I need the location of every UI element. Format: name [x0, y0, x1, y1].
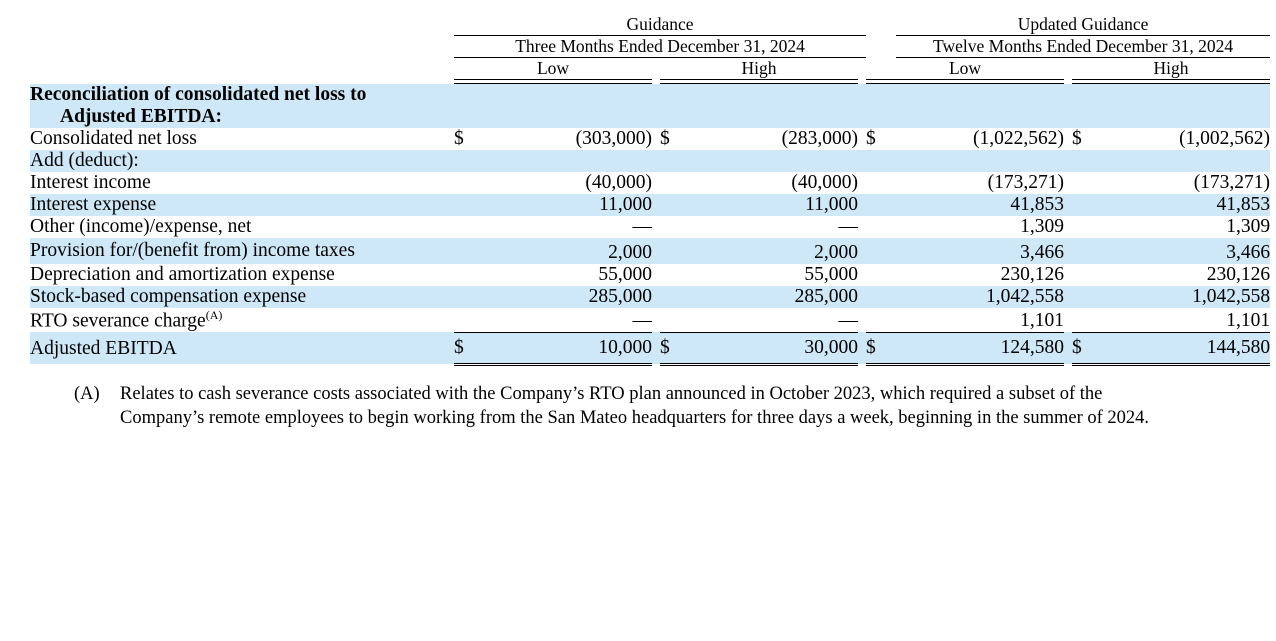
footnote-reference-mark: (A) [205, 307, 223, 322]
table-header-period-row [30, 36, 1270, 58]
currency-symbol: $ [1072, 332, 1102, 364]
value-low-twelve-months: 230,126 [1000, 263, 1065, 285]
value-high-twelve-months: 1,042,558 [1102, 286, 1270, 308]
value-high-three-months: 285,000 [690, 286, 858, 308]
value-high-three-months: (283,000) [781, 127, 858, 149]
total-low-twelve-months: 124,580 [896, 332, 1064, 364]
currency-symbol: $ [866, 332, 896, 364]
value-low-three-months: 285,000 [484, 286, 652, 308]
value-high-twelve-months: (1,002,562) [1179, 127, 1271, 149]
row-label-stock-based-compensation: Stock-based compensation expense [30, 286, 454, 308]
table-row [30, 286, 1270, 308]
value-high-twelve-months: 41,853 [1102, 194, 1270, 216]
value-low-twelve-months: 1,309 [1020, 215, 1065, 237]
total-high-twelve-months: 144,580 [1102, 332, 1270, 364]
value-low-three-months: 55,000 [598, 263, 652, 285]
row-label-interest-income: Interest income [30, 171, 151, 193]
header-high-1: High [660, 58, 858, 80]
table-row [30, 238, 1270, 264]
section-title-blank-2 [454, 106, 1270, 128]
table-row [30, 106, 1270, 128]
value-low-twelve-months: 3,466 [896, 238, 1064, 264]
header-twelve-months-period: Twelve Months Ended December 31, 2024 [896, 36, 1270, 58]
value-low-three-months: — [632, 309, 652, 331]
header-gap-2 [866, 36, 896, 58]
row-label-add-deduct: Add (deduct): [30, 150, 454, 172]
table-row [30, 150, 1270, 172]
table-row [30, 216, 1270, 238]
header-spacer-3 [30, 58, 454, 80]
table-row [30, 308, 1270, 333]
header-low-2: Low [866, 58, 1064, 80]
value-low-three-months: — [632, 215, 652, 237]
row-label-consolidated-net-loss: Consolidated net loss [30, 127, 197, 149]
section-title-line-2: Adjusted EBITDA: [30, 106, 454, 128]
row-label-rto-severance-charge [30, 308, 454, 333]
table-row [30, 84, 1270, 106]
footnote-mark: (A) [74, 383, 100, 404]
currency-symbol: $ [660, 332, 690, 364]
value-high-twelve-months: 3,466 [1102, 238, 1270, 264]
header-updated-guidance: Updated Guidance [896, 14, 1270, 36]
table-row [30, 194, 1270, 216]
value-high-twelve-months: 230,126 [1206, 263, 1271, 285]
row-label-interest-expense: Interest expense [30, 194, 454, 216]
table-row-total [30, 332, 1270, 364]
row-label-text: RTO severance charge [30, 310, 206, 332]
value-high-three-months: 55,000 [804, 263, 858, 285]
value-high-twelve-months: 1,309 [1226, 215, 1271, 237]
value-high-three-months: — [838, 215, 858, 237]
header-guidance: Guidance [454, 14, 866, 36]
value-high-three-months: 11,000 [690, 194, 858, 216]
value-low-twelve-months: (1,022,562) [973, 127, 1065, 149]
header-high-2: High [1072, 58, 1270, 80]
value-high-twelve-months: (173,271) [1193, 171, 1271, 193]
value-low-three-months: (303,000) [575, 127, 652, 149]
value-low-twelve-months: 41,853 [896, 194, 1064, 216]
header-low-1: Low [454, 58, 652, 80]
row-label-provision-income-taxes: Provision for/(benefit from) income taxes [30, 238, 454, 264]
currency-symbol: $ [660, 127, 670, 149]
value-high-three-months: 2,000 [690, 238, 858, 264]
total-low-three-months: 10,000 [484, 332, 652, 364]
table-row [30, 128, 1270, 150]
currency-symbol: $ [866, 127, 876, 149]
table-row [30, 172, 1270, 194]
row-label-depreciation-amortization: Depreciation and amortization expense [30, 263, 335, 285]
value-low-twelve-months: 1,101 [1020, 309, 1065, 331]
value-low-twelve-months: (173,271) [987, 171, 1065, 193]
value-high-three-months: — [838, 309, 858, 331]
total-high-three-months: 30,000 [690, 332, 858, 364]
value-high-twelve-months: 1,101 [1226, 309, 1271, 331]
table-header-lowhigh-row [30, 58, 1270, 80]
footnote-text: Relates to cash severance costs associated with the Company’s RTO plan announced in October 2023, which required a subset of the Company’s remote employees to begin working from the San Mateo headquarters for three days a week, beginning in the summer of 2024. [120, 383, 1150, 429]
header-three-months-period: Three Months Ended December 31, 2024 [454, 36, 866, 58]
row-blank [454, 150, 1270, 172]
header-gap [866, 14, 896, 36]
section-title-line-1: Reconciliation of consolidated net loss to [30, 84, 454, 106]
header-spacer-2 [30, 36, 454, 58]
table-header-group-row [30, 14, 1270, 36]
header-gap-3 [652, 58, 660, 80]
table-row [30, 264, 1270, 286]
header-gap-4 [858, 58, 866, 80]
currency-symbol: $ [454, 332, 484, 364]
value-low-twelve-months: 1,042,558 [896, 286, 1064, 308]
footnote [30, 382, 1232, 431]
currency-symbol: $ [454, 127, 464, 149]
row-label-adjusted-ebitda: Adjusted EBITDA [30, 332, 454, 364]
value-high-three-months: (40,000) [791, 171, 858, 193]
currency-symbol: $ [1072, 127, 1082, 149]
value-low-three-months: 11,000 [484, 194, 652, 216]
adjusted-ebitda-reconciliation-table [30, 14, 1270, 366]
header-spacer [30, 14, 454, 36]
value-low-three-months: 2,000 [484, 238, 652, 264]
section-title-blank-1 [454, 84, 1270, 106]
row-label-other-income-expense: Other (income)/expense, net [30, 215, 252, 237]
header-gap-5 [1064, 58, 1072, 80]
value-low-three-months: (40,000) [585, 171, 652, 193]
